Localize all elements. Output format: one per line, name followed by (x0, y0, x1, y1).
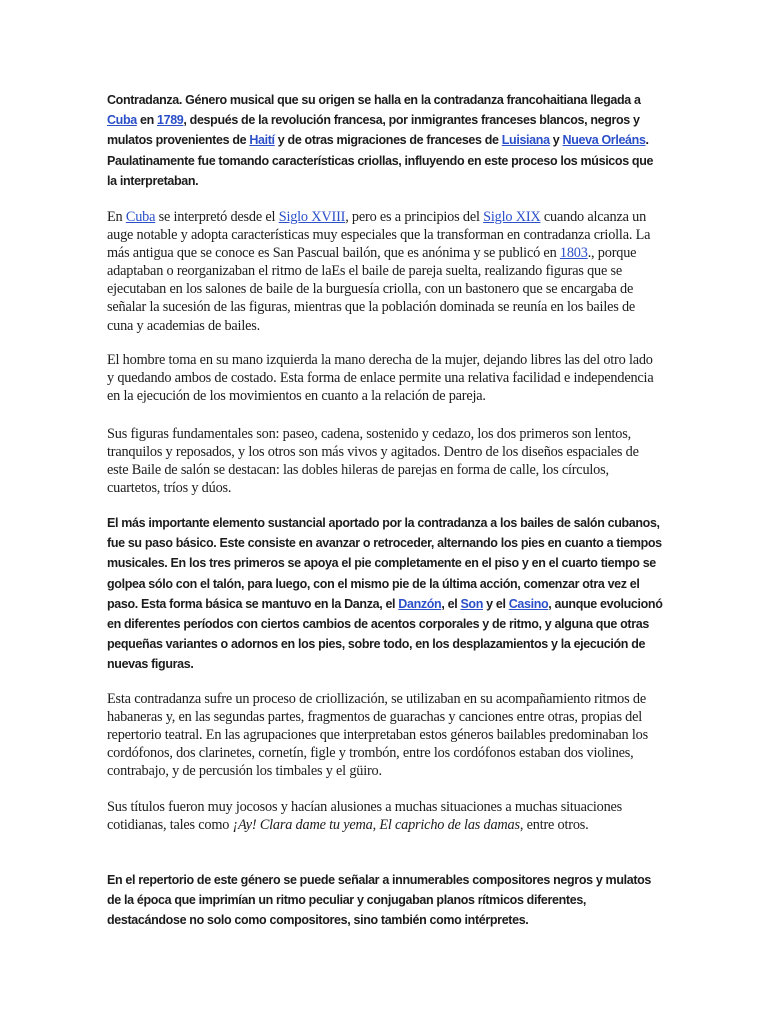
link-1789[interactable]: 1789 (157, 113, 184, 128)
text: , el (441, 596, 461, 611)
text: , entre otros. (519, 817, 589, 834)
paragraph-basic-step (107, 513, 663, 675)
paragraph-history (107, 208, 663, 335)
text: El más importante elemento sustancial aportado por la contradanza a los bailes de salón cubanos, fue su paso básico. Este consiste en avanzar o retroceder, alternando los pies en cuanto a tiempos musicales. En los tres primeros se apoya el pie completamente en el piso y en el cuarto tiempo se golpea sólo con el talón, para luego, con el mismo pie de la última acción, comenzar otra vez el paso. Esta forma básica se mantuvo en la Danza, el (107, 516, 662, 611)
paragraph-criollizacion: Esta contradanza sufre un proceso de criollización, se utilizaban en su acompañamiento ritmos de habaneras y, en las segundas partes, fragmentos de guarachas y canciones entre otras, propias del repertorio teatral. En las agrupaciones que interpretaban estos géneros bailables predominaban los cordófonos, dos clarinetes, cornetín, figle y trombón, entre los cordófonos estaban dos violines, contrabajo, y de percusión los timbales y el güiro. (107, 691, 648, 780)
paragraph-intro (107, 90, 663, 191)
link-cuba[interactable]: Cuba (107, 113, 137, 128)
link-luisiana[interactable]: Luisiana (501, 133, 550, 148)
paragraph-figures: Sus figuras fundamentales son: paseo, cadena, sostenido y cedazo, los dos primeros son lentos, tranquilos y reposados, y los otros son más vivos y agitados. Dentro de los diseños espaciales de este Baile de salón se destacan: las dobles hileras de parejas en forma de calle, los círculos, cuartetos, tríos y dúos. (107, 426, 639, 497)
link-cuba-2[interactable]: Cuba (125, 209, 156, 225)
song-title: El capricho de las damas (379, 817, 520, 834)
link-danzon[interactable]: Danzón (398, 596, 442, 611)
link-casino[interactable]: Casino (508, 596, 549, 611)
link-siglo-xviii[interactable]: Siglo XVIII (278, 209, 346, 225)
paragraph-couple-hold: El hombre toma en su mano izquierda la mano derecha de la mujer, dejando libres las del otro lado y quedando ambos de costado. Esta forma de enlace permite una relativa facilidad e independencia en la ejecución de los movimientos en cuanto a la relación de pareja. (107, 352, 654, 405)
link-nueva-orleans[interactable]: Nueva Orleáns (562, 133, 646, 148)
text: cuando alcanza un auge notable y adopta características muy especiales que la transforman en contradanza criolla. La más antigua que se conoce es San Pascual bailón, que es anónima y se publicó en (107, 209, 651, 262)
paragraph-composers: En el repertorio de este género se puede señalar a innumerables compositores negros y mulatos de la época que imprimían un ritmo peculiar y conjugaban planos rítmicos diferentes, destacándose no solo como compositores, sino también como intérpretes. (107, 873, 652, 928)
text: Sus títulos fueron muy jocosos y hacían alusiones a muchas situaciones a muchas situaciones cotidianas, tales como (107, 799, 623, 834)
text: , pero es a principios del (345, 209, 484, 225)
text: y (549, 133, 563, 148)
paragraph-titles (107, 798, 663, 834)
text: . Paulatinamente fue tomando características criollas, influyendo en este proceso los músicos que la interpretaban. (107, 133, 654, 188)
text: , después de la revolución francesa, por inmigrantes franceses blancos, negros y mulatos provenientes de (107, 113, 640, 148)
text: ., porque adaptaban o reorganizaban el ritmo de laEs el baile de pareja suelta, realizando figuras que se ejecutaban en los salones de baile de la burguesía criolla, con un bastonero que se encargaba de señalar la sucesión de las figuras, mientras que la población dominada se reunía en los bailes de cuna y academias de bailes. (107, 245, 637, 334)
link-siglo-xix[interactable]: Siglo XIX (483, 209, 541, 225)
text: en (136, 113, 157, 128)
text: se interpretó desde el (155, 209, 279, 225)
text: y el (483, 596, 509, 611)
text: Contradanza. Género musical que su origen se halla en la contradanza francohaitiana llegada a (107, 93, 641, 107)
text: En (107, 209, 126, 225)
text: , (372, 817, 380, 834)
link-haiti[interactable]: Haití (249, 133, 275, 148)
link-1803[interactable]: 1803 (559, 245, 588, 262)
song-title: ¡Ay! Clara dame tu yema (232, 817, 373, 834)
text: y de otras migraciones de franceses de (274, 133, 502, 148)
text: , aunque evolucionó en diferentes períodos con ciertos cambios de acentos corporales y de ritmo, y alguna que otras pequeñas variantes o adornos en los pies, sobre todo, en los desplazamientos y la ejecución de nuevas figuras. (107, 596, 663, 672)
link-son[interactable]: Son (460, 596, 483, 611)
